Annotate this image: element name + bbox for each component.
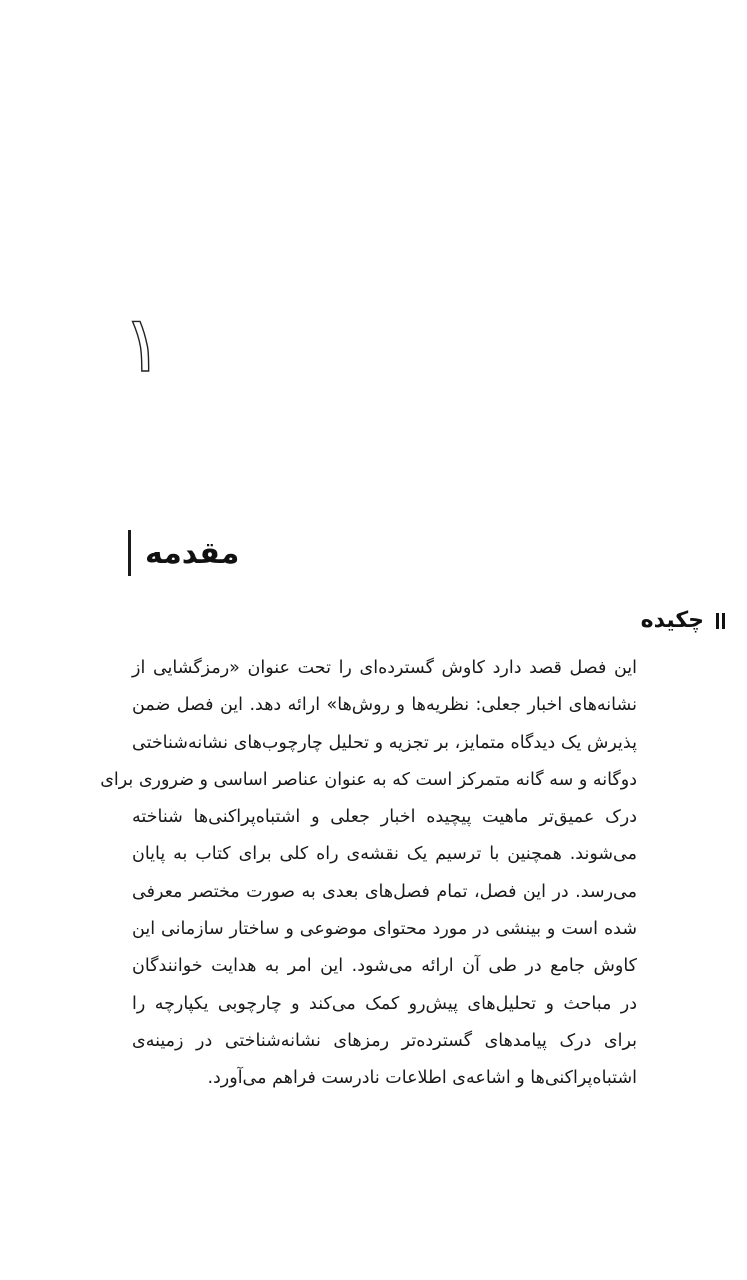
abstract-line: در مباحث و تحلیل‌های پیش‌رو کمک می‌کند و چارچوبی یکپارچه را: [132, 993, 637, 1014]
section-marker-icon: [716, 613, 725, 629]
abstract-line: دوگانه و سه گانه متمرکز است که به عنوان عناصر اساسی و ضروری برای: [100, 769, 637, 790]
abstract-paragraph: [100, 650, 637, 1098]
abstract-line: می‌رسد. در این فصل، تمام فصل‌های بعدی به صورت مختصر معرفی: [132, 881, 637, 902]
chapter-heading-bar: [128, 530, 131, 576]
abstract-line: برای درک پیامدهای گسترده‌تر رمزهای نشانه‌شناختی در زمینه‌ی: [132, 1030, 637, 1051]
section-title: چکیده: [640, 608, 704, 633]
chapter-title: مقدمه: [145, 535, 240, 571]
chapter-number: ۱: [122, 300, 164, 390]
section-heading: [641, 608, 725, 633]
abstract-line: کاوش جامع در طی آن ارائه می‌شود. این امر به هدایت خوانندگان: [132, 956, 637, 977]
abstract-line: شده است و بینشی در مورد محتوای موضوعی و ساختار سازمانی این: [132, 919, 637, 940]
abstract-line: این فصل قصد دارد کاوش گسترده‌ای را تحت عنوان «رمزگشایی از: [132, 658, 637, 678]
abstract-line: درک عمیق‌تر ماهیت پیچیده اخبار جعلی و اشتباه‌پراکنی‌ها شناخته: [132, 807, 637, 828]
abstract-line: می‌شوند. همچنین با ترسیم یک نقشه‌ی راه کلی برای کتاب به پایان: [132, 844, 637, 865]
abstract-line: پذیرش یک دیدگاه متمایز، بر تجزیه و تحلیل چارچوب‌های نشانه‌شناختی: [132, 732, 637, 753]
abstract-line: اشتباه‌پراکنی‌ها و اشاعه‌ی اطلاعات نادرست فراهم می‌آورد.: [207, 1068, 637, 1089]
abstract-line: نشانه‌های اخبار جعلی: نظریه‌ها و روش‌ها» ارائه دهد. این فصل ضمن: [132, 695, 637, 716]
chapter-heading: [128, 530, 239, 576]
